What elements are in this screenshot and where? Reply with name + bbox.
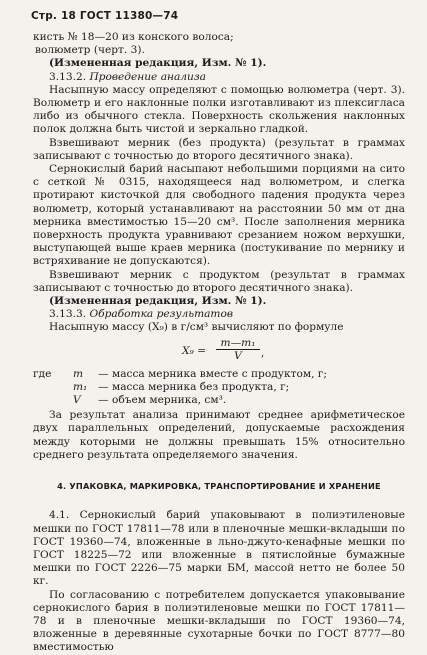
subsection-number: 3.13.2. <box>49 70 90 83</box>
definition-symbol: V <box>73 394 81 407</box>
list-item-brush: кисть № 18—20 из конского волоса; <box>33 31 234 43</box>
paragraph: Насыпную массу (X₉) в г/см³ вычисляют по формуле <box>49 321 344 334</box>
formula-comma: , <box>261 346 265 359</box>
formula-numerator: m—m₁ <box>216 337 260 350</box>
paragraph: 4.1. Сернокислый барий упаковывают в полиэтиленовые мешки по ГОСТ 17811—78 или в пленочные мешки-вкладыши по ГОСТ 19360—74, вложенные в льно-джуто-кенафные мешки по ГОСТ 18225—72 или вложенные в пятислойные бумажные мешки по ГОСТ 2226—75 марки БМ, массой нетто не более 50 кг. <box>33 509 405 588</box>
subsection-number: 3.13.3. <box>49 308 90 321</box>
section-title: 4. УПАКОВКА, МАРКИРОВКА, ТРАНСПОРТИРОВАНИЕ И ХРАНЕНИЕ <box>57 481 381 492</box>
formula-lhs: X₉ = <box>182 344 207 357</box>
list-item-volumeter: волюметр (черт. 3). <box>35 44 145 57</box>
paragraph: Взвешивают мерник (без продукта) (результат в граммах записывают с точностью до второго десятичного знака). <box>33 136 405 162</box>
subsection-title: Обработка результатов <box>89 308 234 321</box>
paragraph: Взвешивают мерник с продуктом (результат в граммах записывают с точностью до второго десятичного знака). <box>33 268 405 294</box>
definition-text: — масса мерника вместе с продуктом, г; <box>98 367 327 380</box>
definition-text: — объем мерника, см³. <box>98 394 227 407</box>
paragraph: Сернокислый барий насыпают небольшими порциями на сито с сеткой № 0315, находящееся над волюметром, и слегка протирают кисточкой для свободного падения продукта через волюметр, который устанавливают на расстоянии 50 мм от дна мерника вместимостью 15—20 см³. После заполнения мерника поверхность продукта уравнивают срезанием ножом верхушки, выступающей выше краев мерника (постукивание по мернику и встряхивание не допускаются). <box>33 163 405 268</box>
definition-row <box>33 394 405 407</box>
subsection-heading-results <box>33 308 405 321</box>
paragraph: За результат анализа принимают среднее арифметическое двух параллельных определений, допускаемые расхождения между которыми не должны превышать 15% относительно среднего результата определяемого значения. <box>33 409 405 461</box>
definition-symbol: m <box>73 367 84 380</box>
formula-fraction <box>216 337 260 362</box>
definition-text: — масса мерника без продукта, г; <box>98 380 290 393</box>
definition-lead <box>33 394 73 407</box>
definition-symbol: m₁ <box>73 380 88 393</box>
definition-row <box>33 368 405 381</box>
paragraph: Насыпную массу определяют с помощью волюметра (черт. 3). Волюметр и его наклонные полки изготавливают из плексигласа либо из обычного стекла. Поверхность скольжения наклонных полок должна быть чистой и зеркально гладкой. <box>33 83 405 136</box>
subsection-heading-analysis <box>33 71 405 84</box>
amendment-note: (Измененная редакция, Изм. № 1). <box>49 295 267 308</box>
formula-denominator: V <box>234 349 242 362</box>
amendment-note: (Измененная редакция, Изм. № 1). <box>49 57 267 70</box>
paragraph: По согласованию с потребителем допускается упаковывание сернокислого бария в полиэтиленовые мешки по ГОСТ 17811—78 и в пленочные мешки-вкладыши по ГОСТ 19360—74, вложенные в деревянные сухотарные бочки по ГОСТ 8777—80 вместимостью <box>33 588 405 654</box>
page-header: Стр. 18 ГОСТ 11380—74 <box>31 10 179 22</box>
variable-definitions <box>33 368 405 408</box>
definition-row <box>33 381 405 394</box>
subsection-title: Проведение анализа <box>89 70 206 83</box>
document-body <box>33 31 405 655</box>
definition-lead: где <box>33 367 52 380</box>
definition-lead <box>33 381 73 394</box>
formula <box>33 337 405 365</box>
